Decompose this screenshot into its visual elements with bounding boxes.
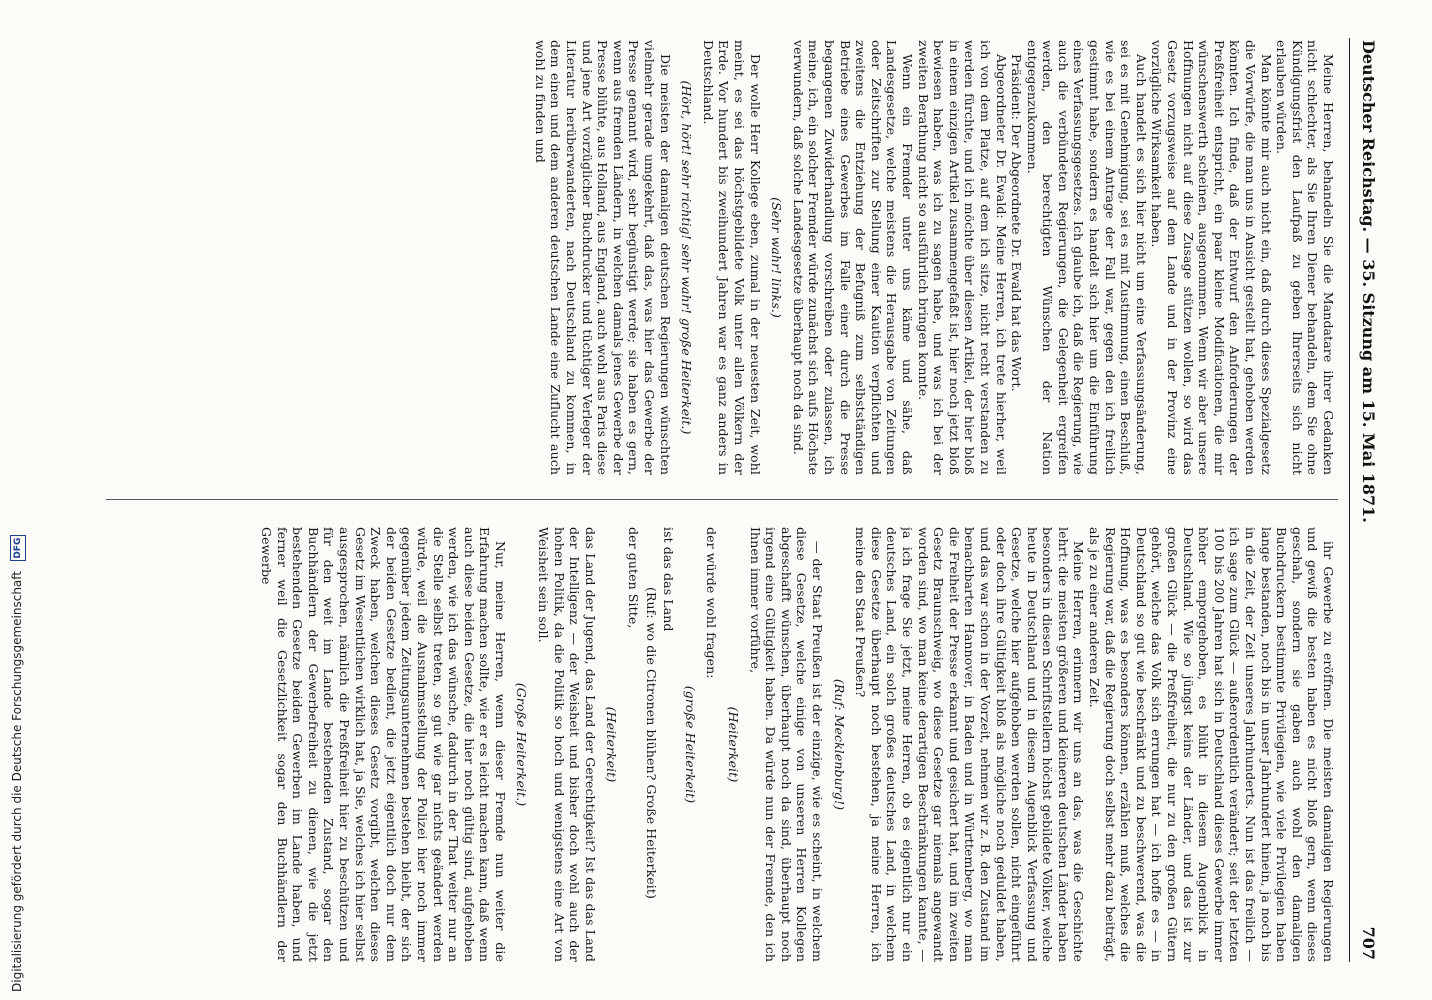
interjection: (Heiterkeit) <box>604 706 620 783</box>
paragraph: das Land der Jugend, das Land der Gerechtigkeit? Ist das das Land der Intelligenz — der Weisheit und bisher doch wohl auch der hohen Politik, da die Politik so hoch und wenigstens eine Art von Weisheit sein soll. <box>536 527 598 962</box>
paragraph: Meine Herren, erinnern wir uns an das, was die Geschichte lehrt: die meisten größeren und kleineren deutschen Länder haben besonders in diesen Schriftstellern höchst gebildete Völker, welche heute in Deutschland und in diesem Augenblick Verfassung und Gesetze, welche hier aufgehoben werden sollen, nicht eingeführt oder doch ihre Gültigkeit bloß als mögliche noch geduldet haben, und das war schon in der Vorzeit, nehmen wir z. B. den Zustand im benachbarten Hannover, in Baden und in Württemberg, wo man die Freiheit der Presse erkannt und gesichert hat, und im zweiten Gesetz Braunschweig, wo diese Gesetze gar niemals angewandt worden sind, wo man keine derartigen Beschränkungen kannte, — ja ich frage Sie jetzt, meine Herren, ob es eigentlich nur ein deutsches Land, ein solch großes deutsches Land, in welchem diese Gesetze überhaupt noch bestehen, ja meine Herren, ich meine den Staat Preußen? <box>853 527 1087 962</box>
paragraph: Der wolle Herr Kollege eben, zumal in der neuesten Zeit, wohl meint, es sei das höchstgebildete Volk unter allen Völkern der Erde. Vor hundert bis zweihundert Jahren war es ganz anders in Deutschland. <box>700 40 763 475</box>
paragraph: Meine Herren, behandeln Sie die Mandatare ihrer Gedanken nicht schlechter, als Sie Ihren Diener behandeln, dem Sie ohne Kündigungsfrist den Laufpaß zu geben Ihrerseits sich nicht erlauben würden. <box>1274 40 1336 475</box>
left-text-column <box>106 40 1336 475</box>
paragraph: Auch handelt es sich hier nicht um eine Verfassungsänderung, sei es mit Genehmigung, sei es mit Zustimmung, einen Beschluß, wie es bei einem Antrage der Fall war, gegen den ich freilich gestimmt habe, sondern es handelt sich hier um die Einführung eines Verfassungsgesetzes. Ich glaube ich, daß die Regierung, wie auch die verbündeten Regierungen, die Gelegenheit ergreifen werden, den berechtigten Wünschen der Nation entgegenzukommen. <box>1024 40 1149 475</box>
paragraph: — der Staat Preußen ist der einzige, wie es scheint, in welchem diese Gesetze, welche einige von unseren Herren Kollegen abgeschafft wünschen, überhaupt noch da sind, überhaupt noch irgend eine Gültigkeit haben. Da würde nun der Fremde, den ich Ihnen immer vorführe, <box>747 527 825 962</box>
paragraph: ist das das Land <box>661 527 677 632</box>
interjection: (Ruf: Mecklenburg!) <box>831 678 847 811</box>
paragraph: Abgeordneter Dr. Ewald: Meine Herren, ich trete hierher, weil ich von dem Platze, auf dem ich sitze, nicht recht verstanden zu werden fürchte, und ich möchte über diesen Artikel, der hier bloß in einem einzigen Artikel zusammengefaßt ist, hier noch jetzt bloß bewiesen haben, was ich zu sagen habe, und was ich bei der zweiten Berathung nicht so ausführlich bringen konnte. <box>915 40 1009 475</box>
footer-text: Digitalisierung gefördert durch die Deutsche Forschungsgemeinschaft <box>10 570 24 992</box>
interjection: (Große Heiterkeit.) <box>514 682 530 807</box>
paragraph: Man könnte mir auch nicht ein, daß durch dieses Spezialgesetz die Vorwürfe, die man uns in Ansicht gestellt hat, gehoben werden könnten. Ich finde, daß der Entwurf den Anforderungen der Preßfreiheit entspricht, ein paar kleine Modificationen, die mir wünschenswerth scheinen, ausgenommen. Wenn wir aber unsere Hoffnungen nicht auf diese Zusage stützen wollen, so wird das Gesetz vorzugsweise auf dem Lande und in der Provinz eine vorzügliche Wirksamkeit haben. <box>1149 40 1274 475</box>
paragraph: ihr Gewerbe zu eröffnen. Die meisten damaligen Regierungen und gewiß die besten haben es nicht bloß gern, wenn dieses geschah, sondern sie gaben auch wohl den damaligen Buchdruckern bestimmte Privilegien, wie viele Privilegien haben lange bestanden, noch bis in unser Jahrhundert hinein, ja noch bis in die Zeit, der Zeit unseres Jahrhunderts. Nun ist das freilich — ich sage zum Glück — außerordentlich verändert; seit der letzten 100 bis 200 Jahren hat sich in Deutschland dieses Gewerbe immer höher emporgehoben, es blüht in diesem Augenblick in Deutschland. Wie so jüngst keins der Länder, und das ist zur großen Glück — die Preßfreiheit, die nur zu den großen Gütern gehört, welche das Volk sich errungen hat — ich hoffe es — in Deutschland so gut wie beschränkt und zu beschwerend, was die Hoffnung, was es besonders können, erzählen muß, welches die Regierung war, daß die Regierung doch selbst mehr dazu beiträgt, als je zu einer anderen Zeit. <box>1087 527 1336 962</box>
right-text-column <box>106 527 1336 962</box>
column-divider <box>106 499 1338 500</box>
header-rule <box>1349 38 1350 962</box>
paragraph: Die meisten der damaligen deutschen Regierungen wünschten vielmehr gerade umgekehrt, daß das, was hier das Gewerbe der Presse genannt wird, sehr begünstigt werde; sie haben es gern, wenn aus fremden Ländern, in welchen damals jenes Gewerbe der Presse blühte, aus Holland, aus England, auch wohl aus Paris diese und jene Art vorzüglicher Buchdrucker und tüchtiger Verleger der Literatur herüberwanderten, nach Deutschland zu kommen, in dem einen und dem anderen deutschen Lande eine Zuflucht auch wohl zu finden und <box>532 40 673 475</box>
paragraph: Nur, meine Herren, wenn dieser Fremde nun weiter die Erfahrung machen sollte, wie er es leicht machen kann, daß wenn auch diese beiden Gesetze, die hier noch gültig sind, aufgehoben werden, wie ich das wünsche, dadurch in der That weiter nur an die Stelle selbst treten, so gut wie gar nichts geändert werden würde, weil die Ausnahmsstellung der Polizei hier noch immer gegenüber jedem Zeitungsunternehmen bestehen bleibt, der sich der beiden Gesetze bedient, die jetzt eigentlich doch nur dem Zweck haben, welchen dieses Gesetz vorgibt, welchen dieses Gesetz im Wesentlichen wirklich hat, ja Sie, welches ich hier selbst ausgesprochen, nämlich die Preßfreiheit hier zu beschützen und für den weit im Lande bestehenden Zustand, sogar den Buchhändlern der Gewerbefreiheit zu dienen, wie die jetzt bestehenden Gesetze beiden Gewerben im Lande haben, und ferner weil die Gesetzlichkeit sogar den Buchhändlern der Gewerbe <box>259 527 508 962</box>
paragraph: der würde wohl fragen: <box>704 527 720 679</box>
paragraph: Wenn ein Fremder unter uns käme und sähe, daß Landesgesetze, welche meistens die Herausgabe von Zeitungen oder Zeitschriften zur Stellung einer Kaution verpflichten und zweitens die Entziehung der Befugniß zum selbstständigen Betriebe eines Gewerbes im Falle einer durch die Presse begangenen Zuwiderhandlung vorschreiben oder zulassen, ich meine, ich, ein solcher Fremder würde zunächst sich aufs Höchste verwundern, daß solche Landesgesetze überhaupt noch da sind. <box>790 40 915 475</box>
paragraph: der guten Sitte, <box>626 527 642 629</box>
interjection: (Ruf: wo die Citronen blühen? Große Heiterkeit) <box>643 587 659 899</box>
interjection: (Heiterkeit) <box>726 706 742 783</box>
interjection: (große Heiterkeit) <box>682 685 698 804</box>
page-number: 707 <box>1359 926 1378 960</box>
rotated-page-content <box>92 0 1432 1000</box>
running-header: Deutscher Reichstag. — 35. Sitzung am 15. Mai 1871. <box>1359 40 1378 523</box>
interjection: (Hört, hört! sehr richtig! sehr wahr! große Heiterkeit.) <box>679 80 695 435</box>
speaker-paragraph: Präsident: Der Abgeordnete Dr. Ewald hat das Wort. <box>1009 54 1025 392</box>
digitization-footer <box>6 0 28 992</box>
dfg-logo: DFG <box>10 535 26 561</box>
interjection: (Sehr wahr! links.) <box>769 197 785 318</box>
